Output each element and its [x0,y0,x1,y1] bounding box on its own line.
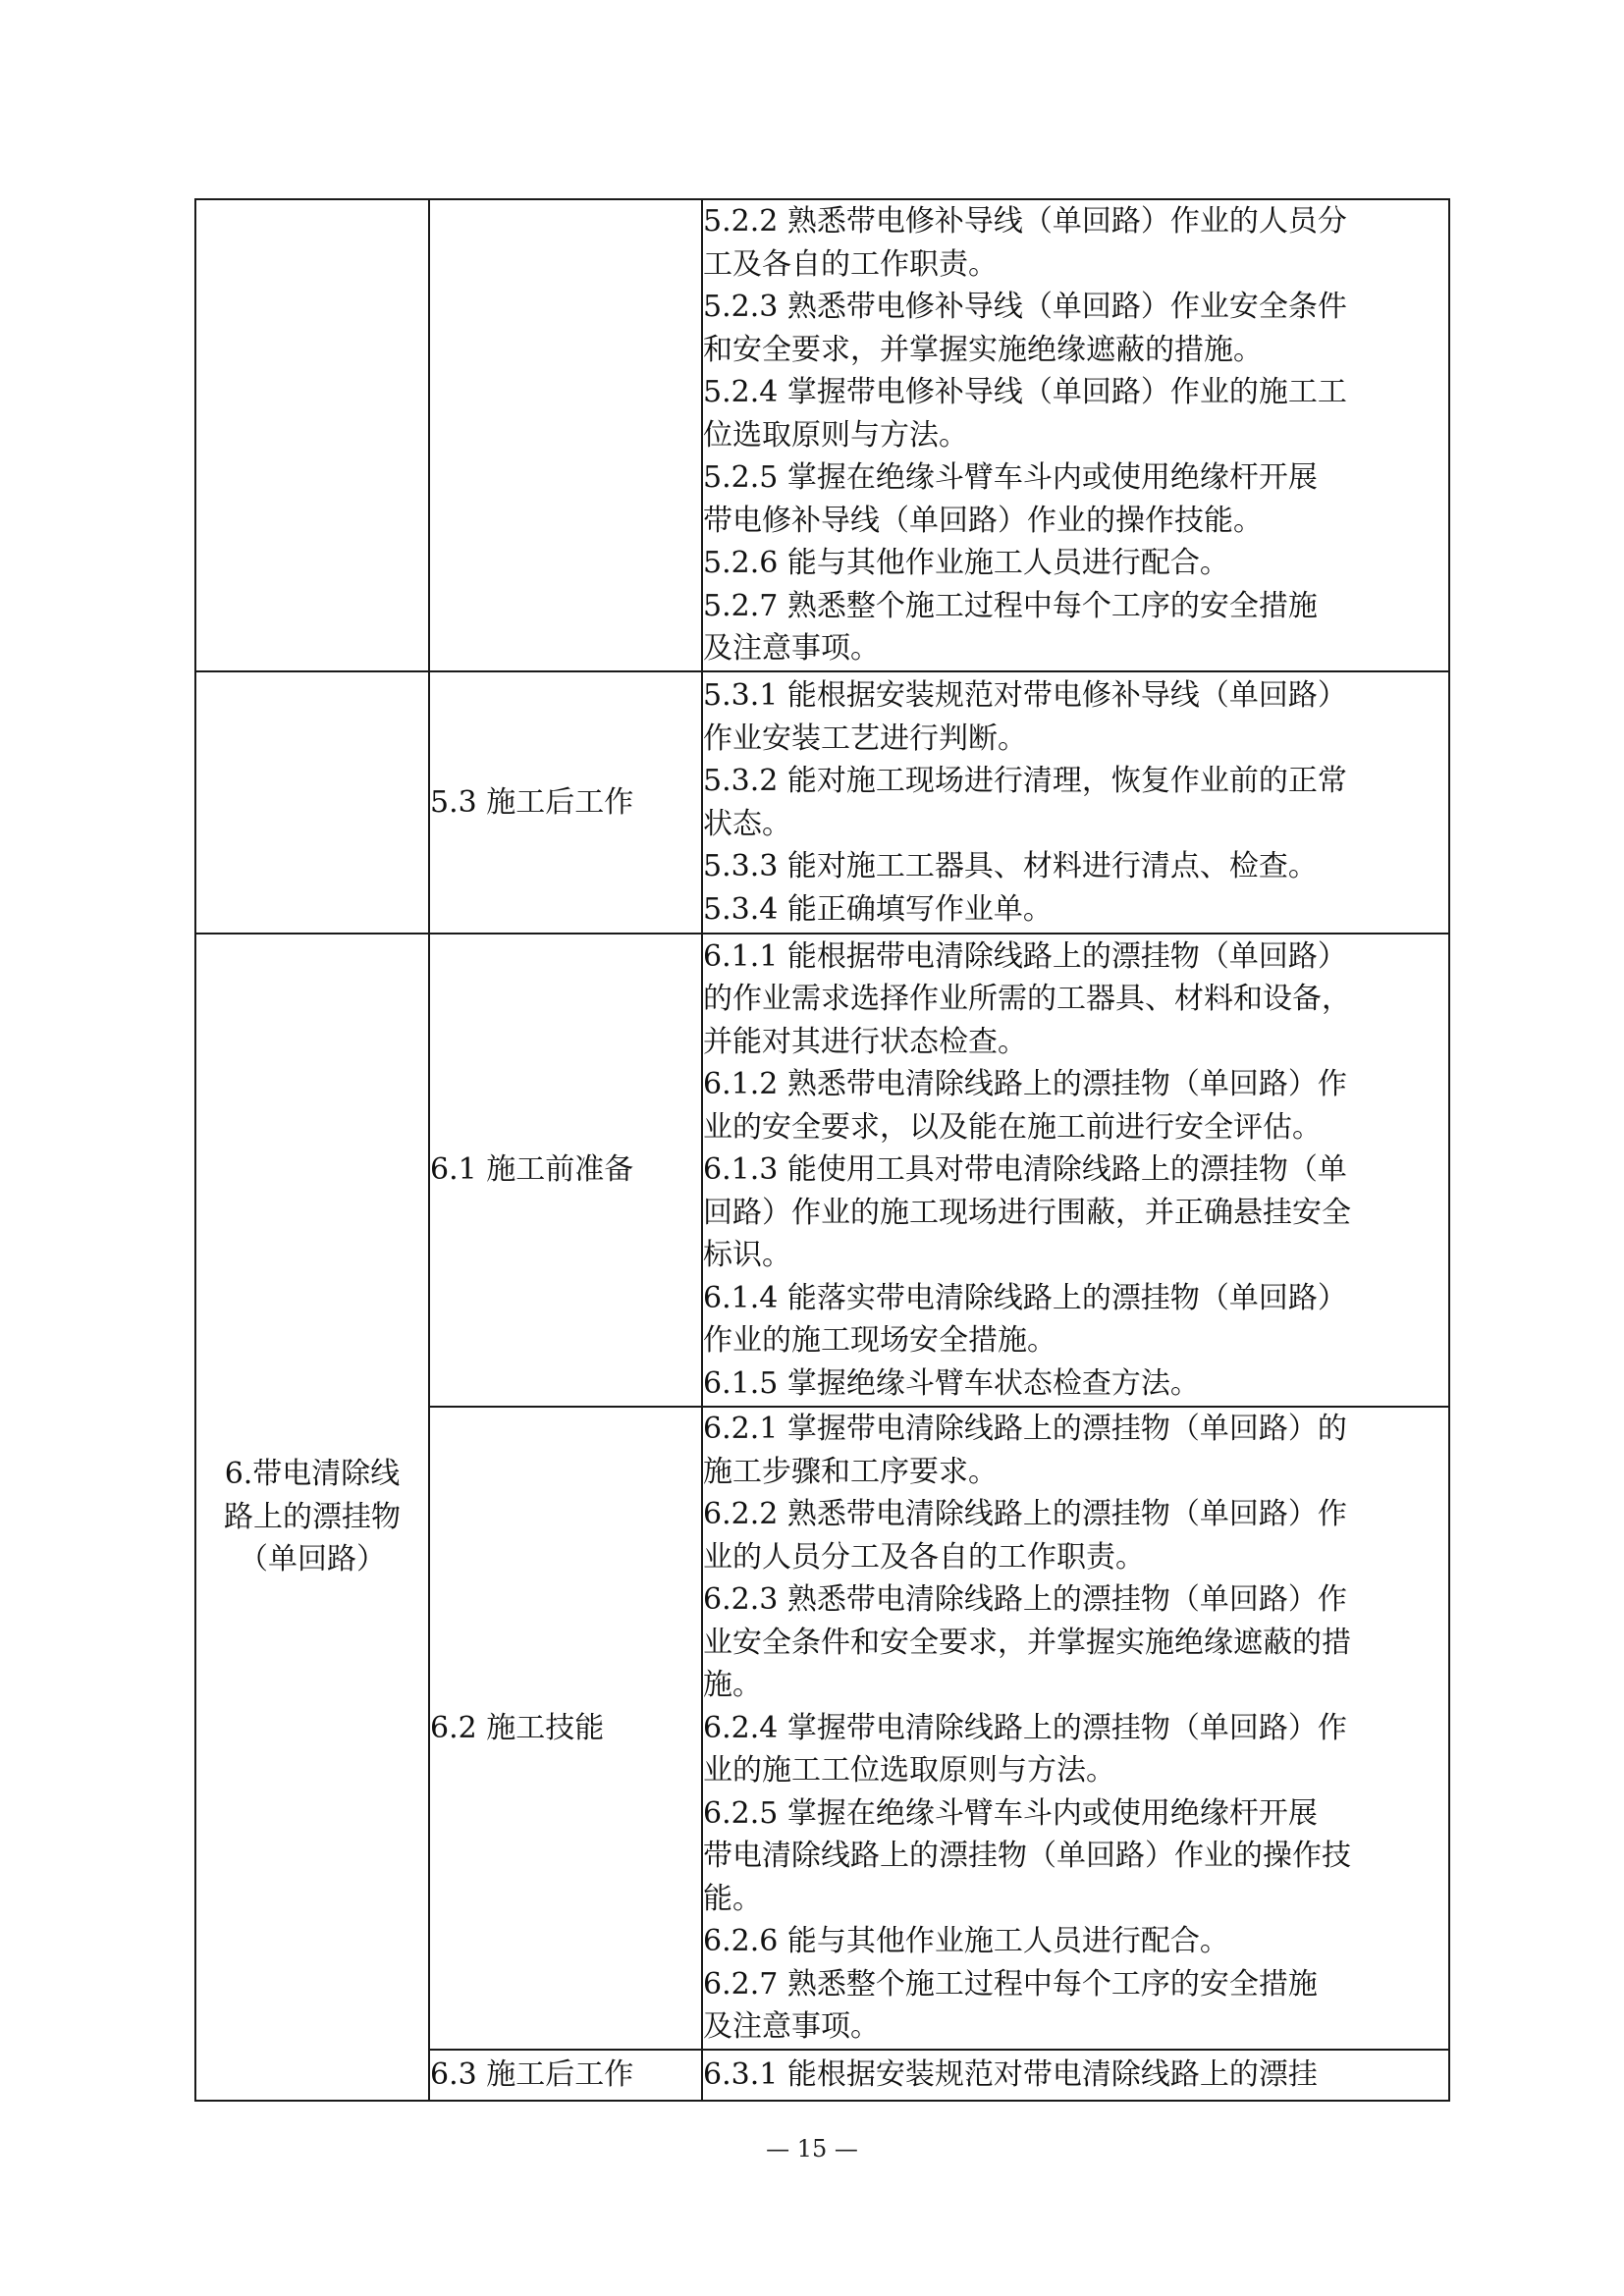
sub-item-6-3: 6.3 施工后工作 [429,2050,702,2101]
requirement-line: 6.1.5 掌握绝缘斗臂车状态检查方法。 [703,1365,1200,1401]
requirement-line: 业的人员分工及各自的工作职责。 [703,1539,1145,1575]
item-6-line: 路上的漂挂物 [224,1499,401,1534]
sub-item-6-2: 6.2 施工技能 [429,1407,702,2050]
requirement-line: 5.3.4 能正确填写作业单。 [703,891,1053,927]
requirement-line: 6.1.1 能根据带电清除线路上的漂挂物（单回路） [703,938,1347,974]
requirement-line: 及注意事项。 [703,631,880,667]
requirement-line: 施。 [703,1668,762,1703]
skills-table [194,198,1450,2102]
requirement-line: 施工步骤和工序要求。 [703,1454,998,1489]
requirement-line: 5.2.5 掌握在绝缘斗臂车斗内或使用绝缘杆开展 [703,460,1318,496]
page-number: — 15 — [766,2135,858,2163]
requirement-line: 状态。 [703,806,791,841]
sub-item-5-3: 5.3 施工后工作 [429,671,702,934]
table-row-6-1 [195,934,1449,1407]
item-cell-empty-5b [195,671,429,934]
requirement-line: 6.2.6 能与其他作业施工人员进行配合。 [703,1924,1229,1959]
requirement-line: 5.3.3 能对施工工器具、材料进行清点、检查。 [703,849,1318,883]
requirement-line: 标识。 [703,1238,791,1273]
requirement-line: 能。 [703,1881,762,1916]
table-row-5-3 [195,671,1449,934]
requirement-cell-6-2 [702,1407,1449,2050]
requirement-line: 5.3.1 能根据安装规范对带电修补导线（单回路） [703,678,1347,713]
item-cell-6 [195,934,429,2101]
requirement-line: 6.2.4 掌握带电清除线路上的漂挂物（单回路）作 [703,1710,1347,1745]
requirement-line: 回路）作业的施工现场进行围蔽，并正确悬挂安全 [703,1195,1351,1230]
item-6-line: （单回路） [239,1542,386,1577]
requirement-line: 及注意事项。 [703,2009,880,2045]
table-row-5-2 [195,199,1449,671]
requirement-line: 业的安全要求，以及能在施工前进行安全评估。 [703,1109,1322,1145]
sub-item-cell-empty-5-2 [429,199,702,671]
requirement-line: 的作业需求选择作业所需的工器具、材料和设备， [703,982,1351,1017]
requirement-line: 6.1.2 熟悉带电清除线路上的漂挂物（单回路）作 [703,1067,1347,1102]
requirement-line: 5.2.2 熟悉带电修补导线（单回路）作业的人员分 [703,204,1347,240]
requirement-line: 6.2.5 掌握在绝缘斗臂车斗内或使用绝缘杆开展 [703,1795,1318,1831]
requirement-line: 6.2.1 掌握带电清除线路上的漂挂物（单回路）的 [703,1412,1347,1447]
requirement-cell-6-1 [702,934,1449,1407]
requirement-line: 和安全要求，并掌握实施绝缘遮蔽的措施。 [703,332,1263,367]
requirement-line: 6.1.4 能落实带电清除线路上的漂挂物（单回路） [703,1280,1347,1315]
requirement-line: 并能对其进行状态检查。 [703,1024,1027,1059]
requirement-line: 业安全条件和安全要求，并掌握实施绝缘遮蔽的措 [703,1625,1351,1660]
requirement-line: 作业安装工艺进行判断。 [703,721,1027,756]
requirement-line: 业的施工工位选取原则与方法。 [703,1753,1115,1789]
item-cell-empty-5 [195,199,429,671]
requirement-line: 5.2.7 熟悉整个施工过程中每个工序的安全措施 [703,588,1318,623]
requirement-line: 6.2.7 熟悉整个施工过程中每个工序的安全措施 [703,1966,1318,2002]
requirement-line: 5.3.2 能对施工现场进行清理，恢复作业前的正常 [703,764,1347,798]
requirement-line: 5.2.4 掌握带电修补导线（单回路）作业的施工工 [703,375,1347,410]
requirement-line: 6.3.1 能根据安装规范对带电清除线路上的漂挂 [703,2057,1318,2093]
requirement-line: 5.2.6 能与其他作业施工人员进行配合。 [703,546,1229,581]
requirement-line: 作业的施工现场安全措施。 [703,1323,1056,1359]
requirement-cell-5-3 [702,671,1449,934]
requirement-line: 带电清除线路上的漂挂物（单回路）作业的操作技 [703,1839,1351,1874]
requirement-line: 位选取原则与方法。 [703,417,968,453]
requirement-line: 6.2.2 熟悉带电清除线路上的漂挂物（单回路）作 [703,1497,1347,1532]
requirement-cell-5-2 [702,199,1449,671]
requirement-cell-6-3 [702,2050,1449,2101]
requirement-line: 工及各自的工作职责。 [703,246,998,282]
requirement-line: 5.2.3 熟悉带电修补导线（单回路）作业安全条件 [703,290,1347,325]
item-6-line: 6.带电清除线 [224,1457,401,1492]
requirement-line: 6.2.3 熟悉带电清除线路上的漂挂物（单回路）作 [703,1582,1347,1618]
sub-item-6-1: 6.1 施工前准备 [429,934,702,1407]
requirement-line: 6.1.3 能使用工具对带电清除线路上的漂挂物（单 [703,1152,1347,1188]
requirement-line: 带电修补导线（单回路）作业的操作技能。 [703,503,1263,538]
